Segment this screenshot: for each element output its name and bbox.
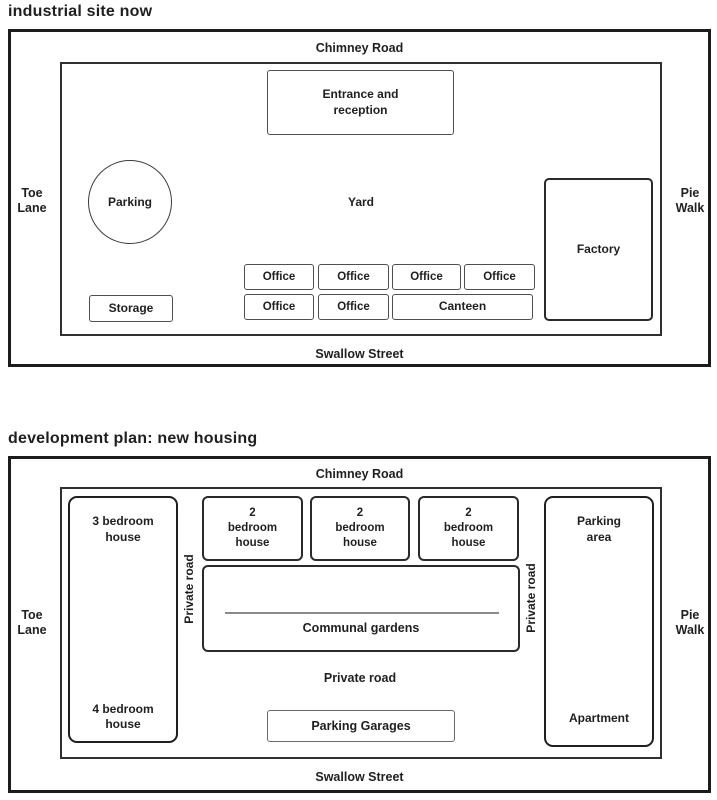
office-box: Office (318, 264, 389, 290)
office-box: Office (244, 264, 314, 290)
private-road-west-label: Private road (182, 554, 196, 624)
private-road-east-label: Private road (524, 563, 538, 633)
parking-area-label: Parking area (576, 514, 621, 544)
canteen-box: Canteen (392, 294, 533, 320)
two-bedroom-house-box: 2 bedroom house (310, 496, 410, 561)
office-box: Office (244, 294, 314, 320)
yard-label: Yard (347, 195, 374, 209)
communal-gardens-label: Communal gardens (302, 621, 420, 635)
communal-gardens-box (202, 565, 520, 652)
street-label-toe-lane-2: Toe Lane (17, 608, 47, 638)
street-label-swallow-street-1: Swallow Street (315, 347, 404, 361)
street-label-pie-walk-2: Pie Walk (675, 608, 705, 638)
street-label-swallow-street-2: Swallow Street (315, 770, 404, 784)
street-label-toe-lane-1: Toe Lane (17, 186, 47, 216)
office-box: Office (318, 294, 389, 320)
house-3-and-4-bedroom-box (68, 496, 178, 743)
office-box: Office (392, 264, 461, 290)
parking-circle: Parking (88, 160, 172, 244)
street-label-pie-walk-1: Pie Walk (675, 186, 705, 216)
private-road-south-label: Private road (323, 671, 397, 685)
office-box: Office (464, 264, 535, 290)
entrance-reception-box: Entrance and reception (267, 70, 454, 135)
parking-area-apartment-box (544, 496, 654, 747)
development-plan-title: development plan: new housing (8, 430, 258, 447)
site-now-title: industrial site now (8, 3, 153, 20)
garden-path-line (225, 612, 499, 614)
apartment-label: Apartment (568, 711, 629, 726)
two-bedroom-house-box: 2 bedroom house (202, 496, 303, 561)
storage-box: Storage (89, 295, 173, 322)
two-bedroom-house-box: 2 bedroom house (418, 496, 519, 561)
street-label-chimney-road-2: Chimney Road (315, 467, 404, 481)
street-label-chimney-road-1: Chimney Road (315, 41, 404, 55)
parking-garages-box: Parking Garages (267, 710, 455, 742)
four-bedroom-house-label: 4 bedroom house (92, 701, 154, 732)
factory-box: Factory (544, 178, 653, 321)
three-bedroom-house-label: 3 bedroom house (92, 514, 154, 544)
